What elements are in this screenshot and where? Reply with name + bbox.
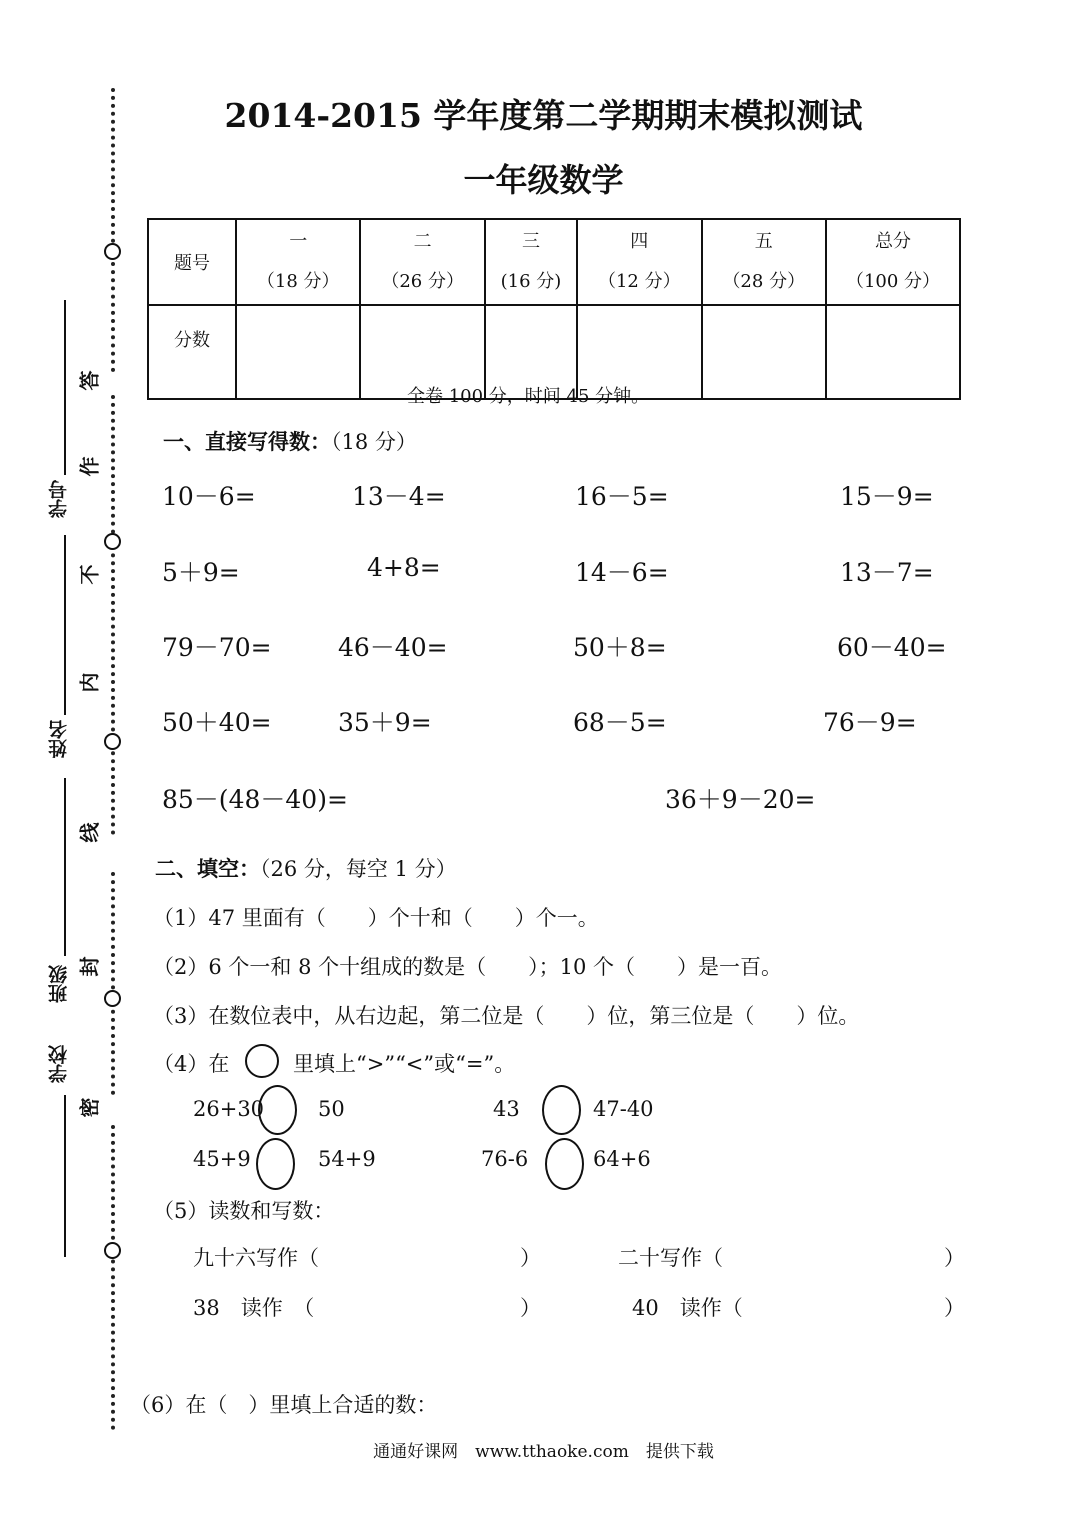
section2-heading: 二、填空：（26 分，每空 1 分） — [155, 856, 457, 881]
score-cell[interactable] — [702, 305, 826, 399]
field-line-name — [64, 535, 66, 715]
compare-left: 45+9 — [193, 1147, 251, 1171]
dotted-line — [111, 872, 115, 1095]
binding-ring — [104, 990, 121, 1007]
column-header: 一 （18 分） — [236, 219, 360, 305]
seal-char: 内 — [77, 672, 102, 693]
field-label-student-id: 学号 — [48, 480, 70, 518]
dotted-line — [111, 1125, 115, 1430]
field-line-class — [64, 778, 66, 956]
score-cell[interactable] — [826, 305, 960, 399]
column-header: 四 （12 分） — [577, 219, 701, 305]
read-write-item: 40 读作（ — [632, 1296, 743, 1320]
score-table — [147, 218, 961, 400]
circle-icon — [245, 1044, 279, 1078]
field-label-name: 姓名 — [48, 720, 70, 758]
binding-ring — [104, 243, 121, 260]
read-write-close: ） — [944, 1296, 965, 1320]
exam-note: 全卷 100 分，时间 45 分钟。 — [407, 386, 650, 407]
exam-title: 2014-2015 学年度第二学期期末模拟测试 — [224, 96, 863, 135]
problem: 79－70= — [162, 633, 272, 662]
problem: 50＋8= — [573, 633, 667, 662]
read-write-close: ） — [520, 1246, 541, 1270]
binding-ring — [104, 533, 121, 550]
problem: 15－9= — [840, 482, 934, 511]
seal-char: 作 — [77, 456, 102, 477]
fill-question-2: （2）6 个一和 8 个十组成的数是（ ）；10 个（ ）是一百。 — [153, 955, 783, 979]
problem: 76－9= — [823, 708, 917, 737]
problem: 4+8= — [367, 553, 441, 582]
problem: 10－6= — [162, 482, 256, 511]
compare-right: 54+9 — [318, 1147, 376, 1171]
fill-question-3: （3）在数位表中，从右边起，第二位是（ ）位，第三位是（ ）位。 — [153, 1004, 860, 1028]
fill-question-5: （5）读数和写数： — [153, 1199, 335, 1223]
fill-question-6: （6）在（ ）里填上合适的数： — [130, 1393, 438, 1417]
fill-question-4-suffix: 里填上“>”“<”或“=”。 — [293, 1052, 516, 1076]
problem: 85－(48－40)= — [162, 785, 348, 814]
problem: 5＋9= — [162, 558, 240, 587]
compare-blank[interactable] — [545, 1138, 584, 1190]
column-header: 二 （26 分） — [360, 219, 484, 305]
compare-left: 76-6 — [481, 1147, 529, 1171]
header-label-cell: 题号 — [148, 219, 236, 305]
dotted-line — [111, 395, 115, 835]
problem: 13－7= — [840, 558, 934, 587]
field-label-class: 班级 — [48, 965, 70, 1003]
dotted-line — [111, 262, 115, 372]
read-write-item: 九十六写作（ — [193, 1246, 319, 1270]
compare-blank[interactable] — [542, 1085, 581, 1135]
problem: 60－40= — [837, 633, 947, 662]
compare-right: 64+6 — [593, 1147, 651, 1171]
compare-right: 50 — [318, 1097, 345, 1121]
read-write-close: ） — [944, 1246, 965, 1270]
problem: 35＋9= — [338, 708, 432, 737]
read-write-item: 38 读作 （ — [193, 1296, 315, 1320]
problem: 16－5= — [575, 482, 669, 511]
field-line-student-id — [64, 300, 66, 475]
fill-question-1: （1）47 里面有（ ）个十和（ ）个一。 — [153, 906, 599, 930]
compare-left: 43 — [493, 1097, 520, 1121]
score-label-cell: 分数 — [148, 305, 236, 399]
column-header: 三 (16 分) — [485, 219, 577, 305]
seal-char: 线 — [77, 822, 102, 843]
column-header: 五 （28 分） — [702, 219, 826, 305]
field-line-school — [64, 1095, 66, 1257]
compare-left: 26+30 — [193, 1097, 265, 1121]
field-label-school: 学校 — [48, 1045, 70, 1083]
problem: 68－5= — [573, 708, 667, 737]
section1-heading: 一、直接写得数：（18 分） — [163, 429, 417, 454]
problem: 46－40= — [338, 633, 448, 662]
dotted-line — [111, 88, 115, 243]
binding-ring — [104, 733, 121, 750]
problem: 36＋9－20= — [665, 785, 816, 814]
compare-right: 47-40 — [593, 1097, 654, 1121]
score-cell[interactable] — [236, 305, 360, 399]
seal-char: 封 — [77, 956, 102, 977]
compare-blank[interactable] — [258, 1085, 297, 1135]
problem: 14－6= — [575, 558, 669, 587]
read-write-close: ） — [520, 1296, 541, 1320]
compare-blank[interactable] — [256, 1138, 295, 1190]
problem: 13－4= — [352, 482, 446, 511]
read-write-item: 二十写作（ — [618, 1246, 723, 1270]
fill-question-4-prefix: （4）在 — [153, 1052, 230, 1076]
binding-ring — [104, 1242, 121, 1259]
seal-char: 答 — [77, 370, 102, 391]
exam-subtitle: 一年级数学 — [463, 161, 624, 199]
seal-char: 不 — [77, 564, 102, 585]
page-footer: 通通好课网 www.tthaoke.com 提供下载 — [373, 1442, 714, 1462]
column-header-total: 总分 （100 分） — [826, 219, 960, 305]
seal-char: 密 — [77, 1097, 102, 1118]
problem: 50＋40= — [162, 708, 272, 737]
